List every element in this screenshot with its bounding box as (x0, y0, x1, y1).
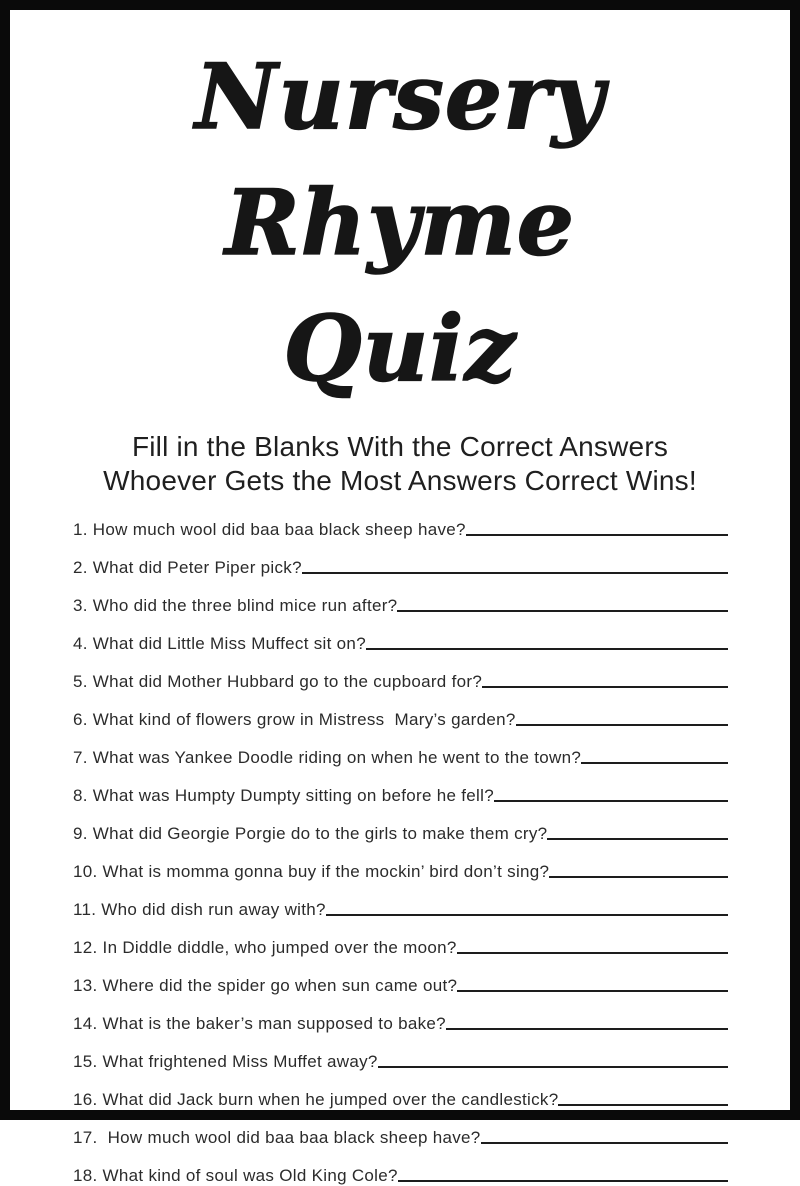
quiz-title-line-2: Quiz (283, 296, 517, 402)
question-text: 14. What is the baker’s man supposed to bake? (73, 1014, 446, 1033)
question-row (73, 1128, 728, 1148)
answer-blank-line (366, 634, 728, 650)
question-text: 1. How much wool did baa baa black sheep have? (73, 520, 466, 539)
answer-blank-line (397, 596, 728, 612)
question-text: 16. What did Jack burn when he jumped over the candlestick? (73, 1090, 559, 1109)
question-row (73, 710, 728, 730)
answer-blank-line (494, 786, 728, 802)
answer-blank-line (516, 710, 728, 726)
answer-blank-line (378, 1052, 728, 1068)
question-row (73, 520, 728, 540)
question-text: 18. What kind of soul was Old King Cole? (73, 1166, 398, 1185)
question-text: 4. What did Little Miss Muffect sit on? (73, 634, 366, 653)
question-row (73, 786, 728, 806)
question-text: 9. What did Georgie Porgie do to the girls to make them cry? (73, 824, 548, 843)
question-text: 13. Where did the spider go when sun came out? (73, 976, 458, 995)
quiz-title-line-1: Nursery Rhyme (195, 44, 605, 276)
question-text: 2. What did Peter Piper pick? (73, 558, 302, 577)
question-row (73, 748, 728, 768)
answer-blank-line (457, 938, 728, 954)
questions-list (73, 520, 728, 1186)
answer-blank-line (466, 520, 728, 536)
question-text: 11. Who did dish run away with? (73, 900, 326, 919)
answer-blank-line (482, 672, 728, 688)
question-row (73, 862, 728, 882)
question-text: 3. Who did the three blind mice run after? (73, 596, 398, 615)
answer-blank-line (457, 976, 728, 992)
question-text: 12. In Diddle diddle, who jumped over the moon? (73, 938, 457, 957)
question-text: 17. How much wool did baa baa black sheep have? (73, 1128, 481, 1147)
question-row (73, 1014, 728, 1034)
quiz-subtitle-line-1: Fill in the Blanks With the Correct Answers (131, 431, 669, 462)
question-text: 6. What kind of flowers grow in Mistress Mary’s garden? (73, 710, 516, 729)
question-text: 10. What is momma gonna buy if the mockin’ bird don’t sing? (73, 862, 550, 881)
quiz-subtitle (10, 430, 790, 498)
question-row (73, 824, 728, 844)
question-row (73, 900, 728, 920)
question-row (73, 1166, 728, 1186)
quiz-title (10, 34, 790, 412)
question-text: 7. What was Yankee Doodle riding on when he went to the town? (73, 748, 582, 767)
answer-blank-line (446, 1014, 728, 1030)
answer-blank-line (302, 558, 728, 574)
answer-blank-line (549, 862, 728, 878)
quiz-subtitle-line-2: Whoever Gets the Most Answers Correct Wins! (103, 465, 697, 496)
answer-blank-line (326, 900, 728, 916)
answer-blank-line (481, 1128, 728, 1144)
question-row (73, 1090, 728, 1110)
question-row (73, 672, 728, 692)
question-row (73, 1052, 728, 1072)
question-text: 5. What did Mother Hubbard go to the cupboard for? (73, 672, 483, 691)
question-row (73, 976, 728, 996)
answer-blank-line (547, 824, 728, 840)
question-row (73, 596, 728, 616)
question-text: 8. What was Humpty Dumpty sitting on before he fell? (73, 786, 494, 805)
answer-blank-line (398, 1166, 728, 1182)
question-text: 15. What frightened Miss Muffet away? (73, 1052, 378, 1071)
question-row (73, 558, 728, 578)
answer-blank-line (581, 748, 728, 764)
answer-blank-line (558, 1090, 728, 1106)
question-row (73, 938, 728, 958)
question-row (73, 634, 728, 654)
